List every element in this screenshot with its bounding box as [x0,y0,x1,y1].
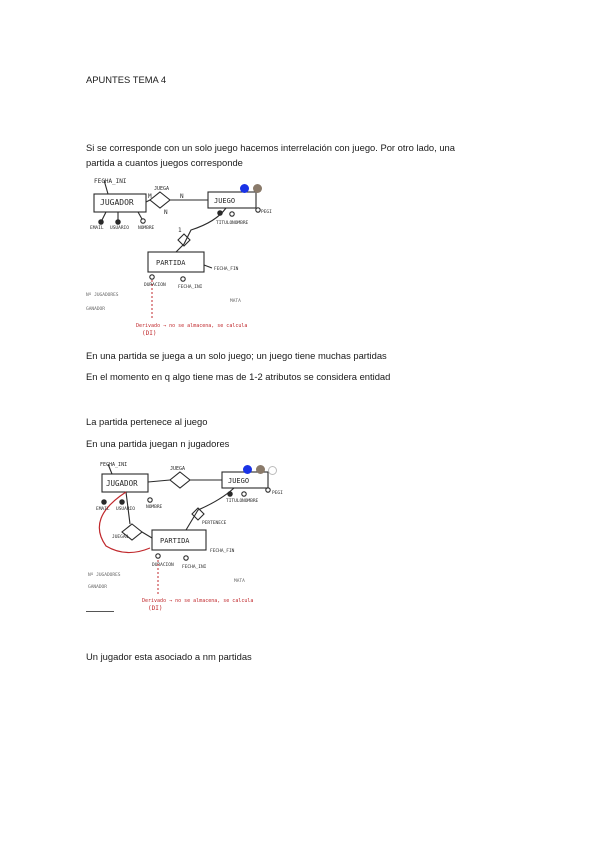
er-diagram-2 [86,458,286,613]
attr-nombre: NOMBRE [138,226,155,231]
paragraph-3: En el momento en q algo tiene mas de 1-2 atributos se considera entidad [86,371,391,382]
attr-fecha-fin: FECHA_FIN [214,267,239,272]
attr-fecha-ini-partida: FECHA_INI [182,565,207,570]
attr-nombre-juego: NOMBRE [242,499,259,504]
avatar-icon-5 [268,466,277,475]
pertenece-label: PERTENECE [202,521,227,526]
juega-label: JUEGA [154,186,170,192]
paragraph-1: Si se corresponde con un solo juego hacemos interrelación con juego. Por otro lado, una partida a cuantos juegos corresponde [86,142,455,168]
card-n2: N [164,209,168,216]
side-note-ganador: GANADOR [88,585,107,590]
juego-label: JUEGO [214,197,236,205]
jugador-label: JUGADOR [106,479,138,488]
attr-pegi: PEGI [272,491,283,496]
juega-label: JUEGA [170,466,186,472]
attr-nombre: NOMBRE [146,505,163,510]
side-note-ganador: GANADOR [86,307,105,312]
red-arrow [99,492,150,553]
attr-pegi: PEGI [261,210,272,215]
red-note-di: (DI) [142,330,157,337]
paragraph-2: En una partida se juega a un solo juego; un juego tiene muchas partidas [86,350,387,361]
partida-label: PARTIDA [156,259,186,267]
attr-usuario: USUARIO [110,226,129,231]
red-note: Derivado → no se almacena, se calcula [142,598,254,604]
er-diagram-1 [86,172,286,340]
side-note-mata: MATA [230,299,241,304]
attr-fecha-ini-partida: FECHA_INI [178,285,203,290]
document-heading: APUNTES TEMA 4 [86,74,167,85]
attr-usuario: USUARIO [116,507,135,512]
attr-duracion: DURACION [144,283,166,288]
avatar-icon-3 [243,465,252,474]
red-note: Derivado → no se almacena, se calcula [136,323,248,329]
attr-duracion: DURACION [152,563,174,568]
side-note-jugadores: Nº JUGADORES [86,293,119,298]
divider [86,611,114,612]
avatar-icon-4 [256,465,265,474]
paragraph-4: La partida pertenece al juego [86,416,208,427]
card-1: 1 [178,227,182,234]
card-m: M [148,193,152,200]
juega-relation [150,192,170,208]
attr-titulo: TITULO [216,221,233,226]
red-note-di: (DI) [148,605,163,612]
juega-relation [170,472,190,488]
juego-label: JUEGO [228,477,250,485]
attr-fecha-ini: FECHA_INI [94,178,127,185]
attr-nombre-juego: NOMBRE [232,221,249,226]
avatar-icon-2 [253,184,262,193]
attr-email: EMAIL [96,507,110,512]
paragraph-5: En una partida juegan n jugadores [86,438,230,449]
side-note-jugadores: Nº JUGADORES [88,573,121,578]
attr-email: EMAIL [90,226,104,231]
attr-fecha-fin: FECHA_FIN [210,549,235,554]
jugador-label: JUGADOR [100,198,134,207]
avatar-icon [240,184,249,193]
attr-fecha-ini: FECHA_INI [100,462,128,468]
card-n: N [180,193,184,200]
attr-titulo: TITULO [226,499,243,504]
partida-label: PARTIDA [160,537,190,545]
side-note-mata: MATA [234,579,245,584]
paragraph-6: Un jugador esta asociado a nm partidas [86,651,252,662]
juegan-label: JUEGAN [112,535,129,540]
